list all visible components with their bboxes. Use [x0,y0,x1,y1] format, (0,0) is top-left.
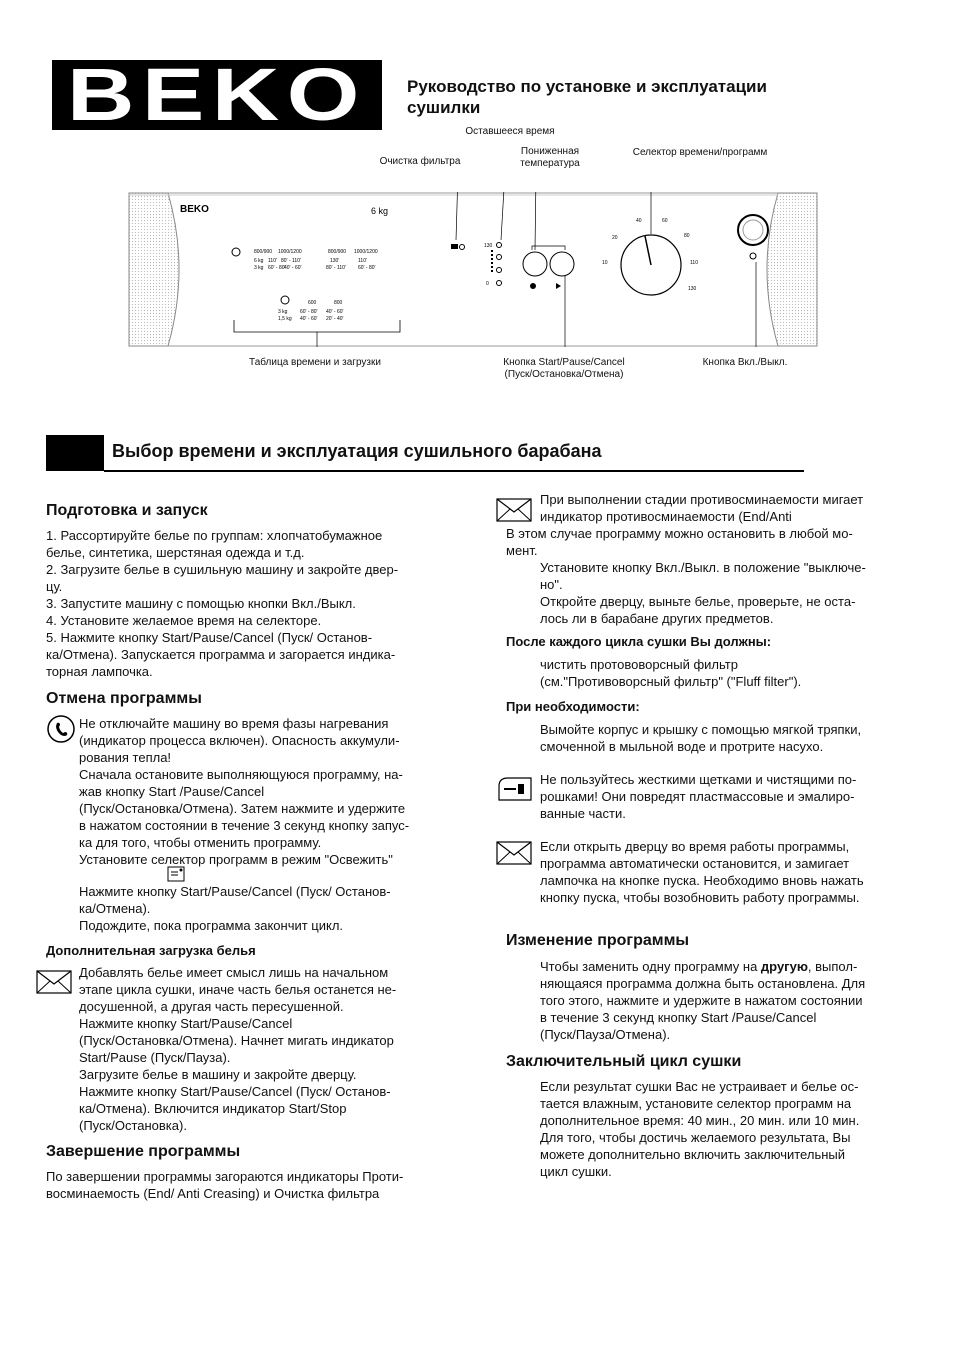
text-line: досушенной, а другая часть пересушенной. [79,999,344,1014]
text-line: кнопку пуска, чтобы возобновить работу программы. [540,890,860,905]
t1-speed: 1000/1200 [354,249,378,255]
refresh-mode-icon [167,866,185,882]
text-line: индикатор противосминаемости (End/Anti [540,509,792,524]
text-line: (Пуск/Остановка/Отмена). Начнет мигать индикатор [79,1033,394,1048]
text-line: Сначала остановите выполняющуюся программу, на- [79,767,403,782]
cancel-text [79,715,409,868]
text-line: можете дополнительно включить заключительный [540,1147,845,1162]
text-line: Нажмите кнопку Start/Pause/Cancel (Пуск/ Останов- [79,884,391,899]
text-line: 4. Установите желаемое время на селекторе. [46,613,322,628]
text-line: Нажмите кнопку Start/Pause/Cancel (Пуск/ Останов- [79,1084,391,1099]
document-title [407,76,847,118]
callout-start-button [478,357,650,381]
text-line: (см."Противоворсный фильтр" ("Fluff filter"). [540,674,802,689]
text-line: рования тепла! [79,750,172,765]
text-line: белье, синтетика, шерстяная одежда и т.д. [46,545,305,560]
text-line: Подождите, пока программа закончит цикл. [79,918,344,933]
t1-cell: 130' [330,258,340,264]
filter-led [451,244,458,249]
t2-cell: 20' - 40' [326,316,344,322]
text-line [540,958,865,975]
envelope-icon [36,970,72,994]
t1-cell: 110' [358,258,367,264]
text-line: (Пуск/Остановка). [79,1118,187,1133]
doc-title-line: Руководство по установке и эксплуатации [407,77,767,96]
callout-low-temp [495,146,605,170]
control-panel-diagram [128,192,818,347]
text-line: Нажмите кнопку Start/Pause/Cancel [79,1016,293,1031]
dial-label: 130 [688,286,697,292]
text-line: Если открыть дверцу во время работы программы, [540,839,850,854]
text-line: ка для того, чтобы отменить программу. [79,835,322,850]
text-line: мент. [506,543,538,558]
t1-speed: 800/900 [328,249,347,255]
text-line: дополнительное время: 40 мин., 20 мин. или 10 мин. [540,1113,860,1128]
text-line: восминаемость (End/ Anti Creasing) и Очистка фильтра [46,1186,380,1201]
callout-selector: Селектор времени/программ [632,147,768,158]
text-line: смоченной в мыльной воде и протрите насухо. [540,739,824,754]
time-led-top: 130 [484,243,493,249]
text-line: Откройте дверцу, выньте белье, проверьте, не оста- [540,594,856,609]
start-button [550,252,574,276]
low-temp-button [523,252,547,276]
finish-text [46,1168,403,1202]
t2-cell: 1,5 kg [278,316,292,322]
text-line: няющаяся программа должна быть остановлена. Для [540,976,866,991]
text-line: этапе цикла сушки, иначе часть белья останется не- [79,982,397,997]
change-program-text [540,958,865,1043]
envelope-icon [496,841,532,865]
text-line: лампочка на кнопке пуска. Необходимо вновь нажать [540,873,864,888]
t2-cell: 40' - 60' [326,309,344,315]
callout-filter-clean: Очистка фильтра [379,156,461,167]
text-line: но". [540,577,563,592]
callout-load-table: Таблица времени и загрузки [249,357,381,368]
t1-cell: 60' - 80' [358,265,376,271]
text-line: Не пользуйтесь жесткими щетками и чистящими по- [540,772,857,787]
doc-title-line: сушилки [407,98,481,117]
heading-if-needed: При необходимости: [506,699,640,714]
text-line: По завершении программы загораются индикаторы Проти- [46,1169,404,1184]
text-line: Не отключайте машину во время фазы нагревания [79,716,389,731]
text-line: Вымойте корпус и крышку с помощью мягкой тряпки, [540,722,862,737]
envelope-icon [496,498,532,522]
t1-cell: 6 kg [254,258,264,264]
t1-speed: 800/900 [254,249,273,255]
text-line: лось ли в барабане других предметов. [540,611,774,626]
text-line: (индикатор процесса включен). Опасность аккумули- [79,733,400,748]
t1-cell: 3 kg [254,265,264,271]
text-line: (Пуск/Пауза/Отмена). [540,1027,671,1042]
callout-line: Кнопка Start/Pause/Cancel [503,357,625,368]
text-line: в течение 3 секунд кнопку Start /Pause/Cancel [540,1010,817,1025]
callout-power-button: Кнопка Вкл./Выкл. [702,357,788,368]
t2-speed: 600 [308,300,317,306]
stop-steps-text [540,559,866,627]
section-title: Выбор времени и эксплуатация сушильного барабана [112,441,602,461]
text-line: цикл сушки. [540,1164,612,1179]
text-line: ка/Отмена). Запускается программа и загорается индика- [46,647,396,662]
heading-preparation: Подготовка и запуск [46,502,208,519]
preparation-text [46,527,398,680]
text-line: В этом случае программу можно остановить в любой мо- [506,526,853,541]
heading-after-cycle: После каждого цикла сушки Вы должны: [506,634,772,649]
callout-remaining-time: Оставшееся время [465,126,555,137]
text-line: ка/Отмена). [79,901,151,916]
text-part-bold: другую [760,959,808,974]
phone-icon [46,714,76,744]
text-part: , выпол- [807,959,858,974]
t2-speed: 800 [334,300,343,306]
text-line: Если результат сушки Вас не устраивает и белье ос- [540,1079,859,1094]
dial-label: 110 [690,260,698,266]
section-marker [46,435,104,471]
text-line: Загрузите белье в машину и закройте дверцу. [79,1067,357,1082]
t2-cell: 3 kg [278,309,288,315]
text-line: 1. Рассортируйте белье по группам: хлопчатобумажное [46,528,383,543]
text-line: Добавлять белье имеет смысл лишь на начальном [79,965,389,980]
text-line: ка/Отмена). Включится индикатор Start/Stop [79,1101,347,1116]
t1-cell: 60' - 80' [268,265,286,271]
callout-line: Пониженная [520,146,580,157]
time-led-bottom: 0 [486,281,489,287]
warning-card-icon [496,776,534,802]
text-part: Чтобы заменить одну программу на [540,959,761,974]
heading-final-cycle: Заключительный цикл сушки [506,1053,742,1070]
text-line: 5. Нажмите кнопку Start/Pause/Cancel (Пуск/ Останов- [46,630,373,645]
panel-capacity: 6 kg [371,206,389,216]
heading-finish: Завершение программы [46,1143,241,1160]
after-cycle-text [540,656,801,690]
dial-label: 10 [602,260,608,266]
text-line: рошками! Они повредят пластмассовые и эмалиро- [540,789,855,804]
t1-cell: 80' - 110' [326,265,346,271]
dial-label: 60 [662,218,668,224]
text-line: 3. Запустите машину с помощью кнопки Вкл./Выкл. [46,596,356,611]
text-line: жав кнопку Start /Pause/Cancel [79,784,265,799]
panel-brand: BEKO [180,204,209,215]
text-line: ванные части. [540,806,626,821]
t1-speed: 1000/1200 [278,249,302,255]
anti-crease-text [540,491,863,525]
text-line: Установите кнопку Вкл./Выкл. в положение "выключе- [540,560,866,575]
text-line: Start/Pause (Пуск/Пауза). [79,1050,231,1065]
t1-cell: 80' - 110' [281,258,301,264]
dial-label: 40 [636,218,642,224]
door-open-text [540,838,864,906]
callout-line: температура [520,158,580,169]
t1-cell: 40' - 60' [284,265,302,271]
heading-cancel: Отмена программы [46,690,202,707]
extra-load-text [79,964,396,1134]
text-line: Для того, чтобы достичь желаемого результата, Вы [540,1130,851,1145]
dial-label: 80 [684,233,690,239]
t2-cell: 40' - 60' [300,316,318,322]
beko-logo [52,60,382,130]
text-line: При выполнении стадии противосминаемости мигает [540,492,864,507]
text-line: 2. Загрузите белье в сушильную машину и закройте двер- [46,562,399,577]
t1-cell: 110' [268,258,277,264]
warning-text [540,771,856,822]
logo-text: BEKO [67,60,367,130]
text-line: Установите селектор программ в режим "Освежить" [79,852,393,867]
section-divider [104,470,804,472]
text-line: программа автоматически остановится, и замигает [540,856,850,871]
text-line: тается влажным, установите селектор программ на [540,1096,852,1111]
if-needed-text [540,721,861,755]
text-line: (Пуск/Остановка/Отмена). Затем нажмите и удержите [79,801,406,816]
stop-any-time-text [506,525,853,559]
dial-label: 20 [612,235,618,241]
callout-line: (Пуск/Остановка/Отмена) [504,369,624,380]
t2-cell: 60' - 80' [300,309,318,315]
cancel-text-2 [79,883,391,934]
heading-extra-load: Дополнительная загрузка белья [46,943,256,958]
text-line: чистить протововорсный фильтр [540,657,738,672]
heading-change-program: Изменение программы [506,932,690,949]
text-line: торная лампочка. [46,664,153,679]
text-line: цу. [46,579,63,594]
text-line: того этого, нажмите и удержите в нажатом состоянии [540,993,863,1008]
text-line: в нажатом состоянии в течение 3 секунд кнопку запус- [79,818,410,833]
final-cycle-text [540,1078,859,1180]
